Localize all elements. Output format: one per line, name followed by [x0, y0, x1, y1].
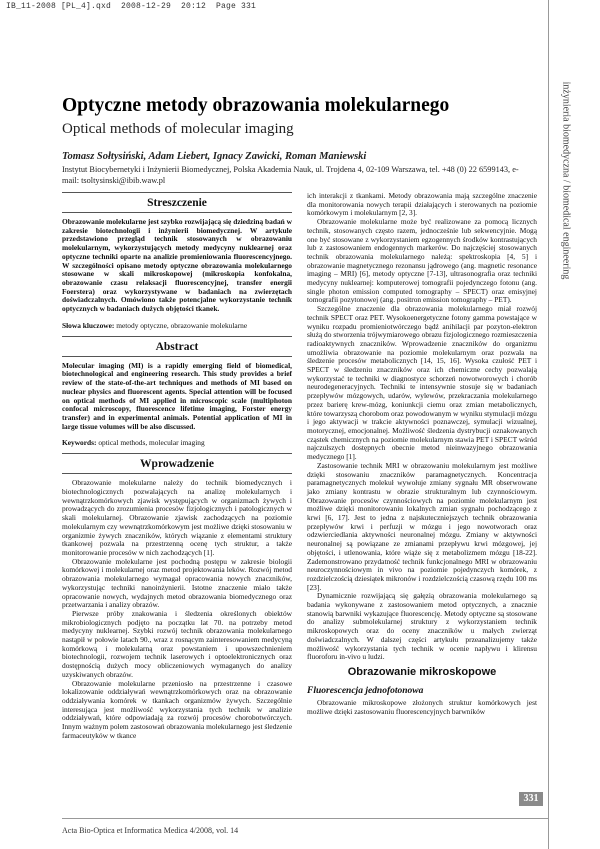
- wprowadzenie-p3: Pierwsze próby znakowania i śledzenia określonych obiektów mikrobiologicznych podjęto na początku lat 70. na potrzeby metod medycyny nuklearnej. Szybki rozwój technik obrazowania molekularnego nastąpił w połowie latach 90., wraz z rosnącym zainteresowaniem medycyną komórkową i molekularną oraz powstaniem i upowszechnieniem biotechnologii, rozwojem technik laserowych i optoelektronicznych oraz dostępnością dużych mocy obliczeniowych wymaganych do analizy uzyskiwanych obrazów.: [62, 608, 292, 679]
- title-en: Optical methods of molecular imaging: [62, 121, 294, 137]
- footer-divider: [62, 818, 548, 819]
- right-p3: Szczególne znaczenie dla obrazowania molekularnego miał rozwój technik SPECT oraz PET. Wysokoenergetyczne fotony gamma powstające w wyniku rozpadu promieniotwórczego bądź anihilacji par pozyton-elektron służą do stworzenia trójwymiarowego obrazu fizjologicznego rozmieszczenia radioaktywnych znaczników. Wprowadzenie znaczników do organizmu umożliwia obrazowanie na poziomie molekularnym oraz pozwala na śledzenie procesów metabolicznych [14, 15, 16]. Wysoka czułość PET i SPECT w śledzeniu znaczników oraz ich chemiczne cechy pozwalają wykorzystać te techniki w diagnostyce schorzeń nowotworowych i chorób neurodegeneracyjnych. Techniki te intensywnie stosuje się w badaniach przepływów mózgowych, udarów, wylewów, przekraczania molekularnego przez barierę krew-mózg, koniunkcji ciemu oraz zmian metabolicznych, które towarzyszą chorobom oraz powodowanym w wyniku stymulacji mózgu i jego aktywacji w trakcie aktywności poznawczej, symulacji wizualnej, motorycznej, emocjonalnej. Możliwość śledzenia dystrybucji oznakowanych cząstek chemicznych na poziomie molekularnym stawia PET i SPECT wśród najczulszych dostępnych obecnie metod nieinwazyjnego obrazowania medycznego [1].: [307, 304, 537, 462]
- wprowadzenie-heading: Wprowadzenie: [62, 453, 292, 474]
- streszczenie-keywords-value: metody optyczne, obrazowanie molekularne: [116, 320, 248, 330]
- wprowadzenie-p4: Obrazowanie molekularne przeniosło na przestrzenne i czasowe lokalizowanie oddziaływań wewnątrzkomórkowych oraz na obrazowanie oddziaływania komórek w tkankach organizmów żywych. Szczególnie interesująca jest możliwość wykorzystania tych technik w analizie oddziaływań, które odpowiadają za rozwój procesów chorobotwórczych. Innym ważnym polem zastosowań obrazowania molekularnego jest śledzenie farmaceutyków w tkance: [62, 678, 292, 740]
- abstract-keywords: [62, 438, 292, 447]
- streszczenie-keywords: [62, 321, 292, 330]
- abstract-heading: Abstract: [62, 336, 292, 357]
- side-label: [556, 60, 574, 310]
- obrazowanie-heading: Obrazowanie mikroskopowe: [347, 665, 497, 678]
- left-column: [62, 192, 292, 740]
- right-p5: Dynamicznie rozwijającą się gałęzią obrazowania molekularnego są badania wykonywane z zastosowaniem metod optycznych, a znacznie stanowią barwniki wykazujące fluorescencję. Metody optyczne są stosowane do analizy submolekularnej struktury z wykorzystaniem technik mikroskopowych oraz do oceny znaczników u małych zwierząt doświadczalnych. W dalszej części artykułu przeanalizujemy także możliwość wykorzystania tych technik w ocenie napływu i klirensu fluoroforu in-vivo u ludzi.: [307, 591, 537, 662]
- streszczenie-text: Obrazowanie molekularne jest szybko rozwijającą się dziedziną badań w zakresie biotechnologii i inżynierii biomedycznej. W artykule przedstawiono przegląd technik stosowanych w obrazowaniu molekularnym, wykorzystujących metody medycyny nuklearnej oraz optyczne techniki oparte na analizie promieniowania fluorescencyjnego. W szczególności opisano metody optyczne obrazowania molekularnego stosowane w skali mikroskopowej (mikroskopia konfokalna, obrazowanie czasu relaksacji fluorescencyjnej, transfer energii Foerstera) oraz wykorzystywane w badaniach na zwierzętach doświadczalnych. Omówiono także potencjalne wykorzystanie technik optycznych w badaniach dużych objętości tkanek.: [62, 217, 292, 314]
- wprowadzenie-p2: Obrazowanie molekularne jest pochodną postępu w zakresie biologii komórkowej i molekularnej oraz metod projektowania leków. Rozwój metod obrazowania molekularnego wymagał opracowania nowych znaczników, wykorzystując techniki nanoinżynierii. Istotne znaczenie miało także opracowanie nowych, wydajnych metod obrazowania biomedycznego oraz przetwarzania i analizy obrazów.: [62, 556, 292, 610]
- streszczenie-heading: Streszczenie: [62, 192, 292, 213]
- proof-header: IB_11-2008 [PL_4].qxd 2008-12-29 20:12 Page 331: [6, 2, 257, 11]
- side-divider: [548, 0, 549, 849]
- side-label-text: inżynieria biomedyczna / biomedical engineering: [560, 81, 572, 280]
- abstract-keywords-value: optical methods, molecular imaging: [98, 438, 205, 448]
- authors: Tomasz Sołtysiński, Adam Liebert, Ignacy Zawicki, Roman Maniewski: [62, 151, 367, 162]
- title-pl: Optyczne metody obrazowania molekularnego: [62, 95, 450, 116]
- fluorescencja-subheading: Fluorescencja jednofotonowa: [307, 685, 424, 696]
- abstract-keywords-label: Keywords:: [62, 438, 97, 448]
- wprowadzenie-p1: Obrazowanie molekularne należy do technik biomedycznych i biotechnologicznych pozwalających na analizę molekularnych i wewnątrzkomórkowych zjawisk występujących w organizmach żywych i prowadzących do zrozumienia procesów fizjologicznych i patologicznych w skali molekularnej. Obrazowanie zjawisk zachodzących na poziomie molekularnym czy wewnątrzkomórkowym jest możliwe dzięki stosowaniu w organizmie żywych znaczników, których wiązanie z elementami struktury tkankowej pozwala na przestrzenną ocenę tych struktur, a także monitorowanie procesów w nich zachodzących [1].: [62, 478, 292, 557]
- right-p2: Obrazowanie molekularne może być realizowane za pomocą licznych technik, stosowanych często razem, jednocześnie lub sekwencyjnie. Mogą one być stosowane z wykorzystaniem egzogennych środków kontrastujących lub z zastosowaniem endogennych markerów. Do najczęściej stosowanych technik obrazowania molekularnego należą: spektroskopia [4, 5] i obrazowanie magnetycznego rezonansu jądrowego (ang. magnetic resonance imaging – MRI) [6], metody optyczne [7-13], ultrasonografia oraz techniki medycyny nuklearnej: komputerowej tomografii pojedynczego fotonu (ang. single photon emission computed tomography – SPECT) oraz emisyjnej tomografii pozytonowej (ang. positron emission tomography – PET).: [307, 217, 537, 305]
- right-column: [307, 192, 537, 716]
- right-p6: Obrazowanie mikroskopowe złożonych struktur komórkowych jest możliwe dzięki zastosowaniu fluorescencyjnych barwników: [307, 697, 537, 716]
- affiliation: Instytut Biocybernetyki i Inżynierii Biomedycznej, Polska Akademia Nauk, ul. Trojdena 4, 02-109 Warszawa, tel. +48 (0) 22 6599143, e-mail: tsoltysinski@ibib.waw.pl: [62, 165, 519, 185]
- journal-footer: Acta Bio-Optica et Informatica Medica 4/2008, vol. 14: [62, 826, 239, 835]
- abstract-text: Molecular imaging (MI) is a rapidly emerging field of biomedical, biotechnological and engineering research. This study provides a brief review of the state-of-the-art techniques and methods of MI based on nuclear physics and fluorescent agents. Special attention will be focused on optical methods of MI applied in microscopic scale (multiphoton confocal microscopy, fluorescence lifetime imaging, Forster energy transfer) and in experimental animals. Potential application of MI in large tissue volumes will be also discussed.: [62, 360, 292, 431]
- streszczenie-keywords-label: Słowa kluczowe:: [62, 320, 115, 330]
- right-p4: Zastosowanie technik MRI w obrazowaniu molekularnym jest możliwe dzięki stosowaniu znaczników paramagnetycznych. Koncentracja paramagnetycznych molekuł wywołuje zmiany sygnału MR obserwowane jako zmiany kontrastu w obrazie strukturalnym lub czynnościowym. Obrazowanie procesów czynnościowych na poziomie molekularnym jest możliwe dzięki monitorowaniu lokalnych zmian sygnału pochodzącego z krwi [6, 17]. Jest to jedna z najskuteczniejszych technik obrazowania przepływów krwi i perfuzji w mózgu i jego nowotworach oraz odzwierciedlania aktywności neuronalnej mózgu. Zmiany w aktywności neuronalnej są powiązane ze zmianami przepływu krwi mózgowej, jej objętości, i utlenowania, które wiąże się z metabolizmem mózgu [18-22]. Zademonstrowano przydatność technik funkcjonalnego MRI w obrazowaniu neuroczynnościowym in vivo na poziomie pojedynczych komórek, z rozdzielczością dziesiątek mikronów i rozdzielczością czasową rzędu 100 ms [23].: [307, 460, 537, 592]
- right-p1: ich interakcji z tkankami. Metody obrazowania mają szczególne znaczenie dla monitorowania nowych terapii działających i sterowanych na poziomie komórkowym i molekularnym [2, 3].: [307, 191, 537, 218]
- page-number: 331: [519, 792, 543, 806]
